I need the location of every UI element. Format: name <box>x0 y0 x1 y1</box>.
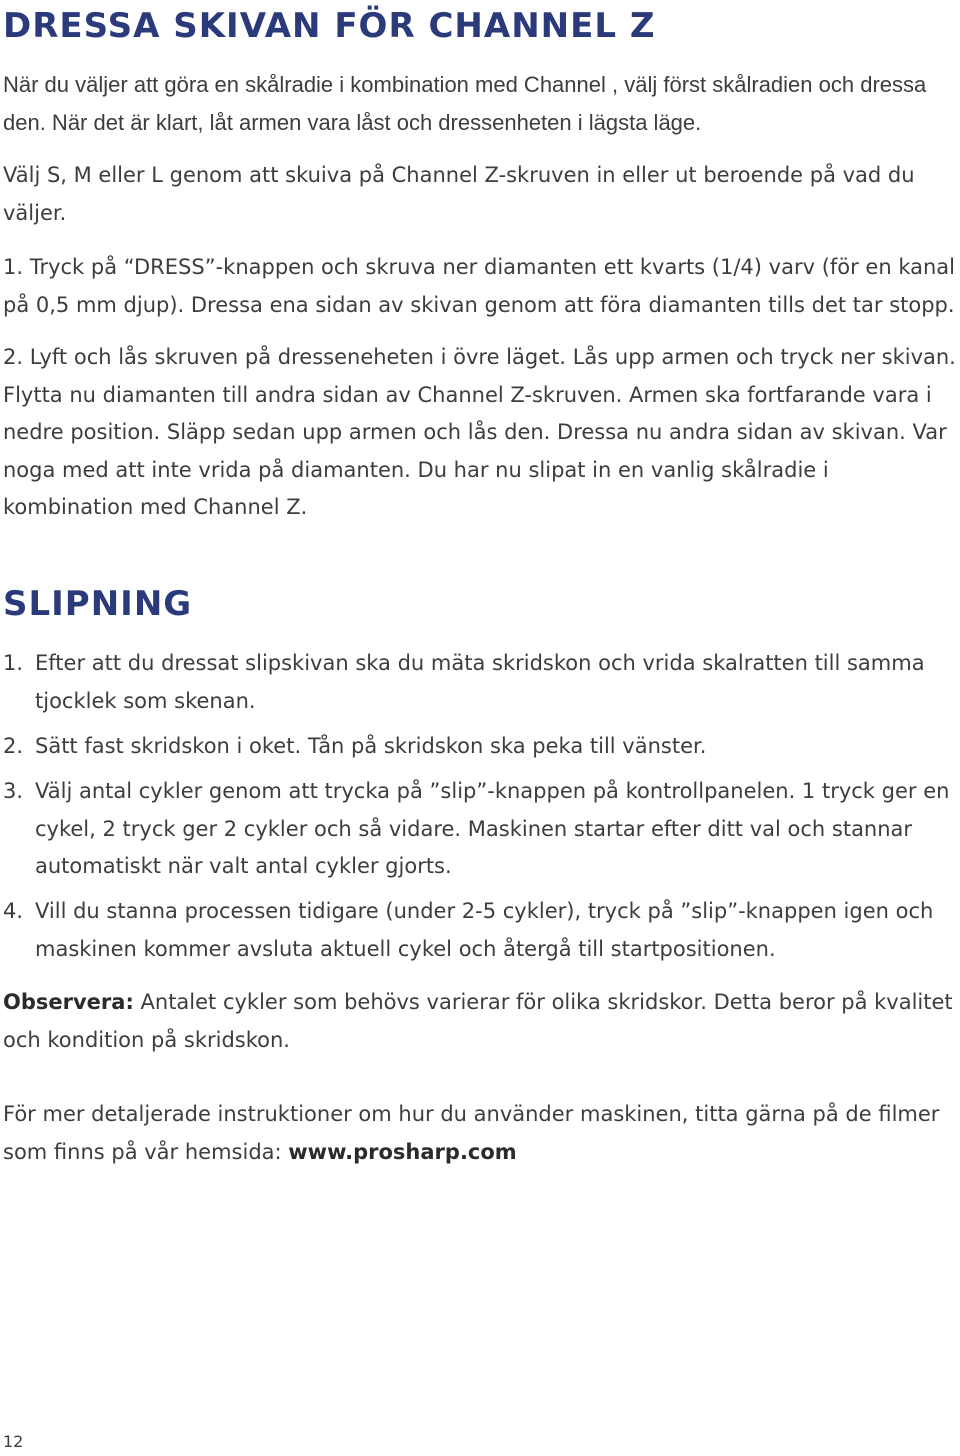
step-number: 2. <box>3 734 24 758</box>
step-number: 3. <box>3 779 24 803</box>
step-text: Vill du stanna processen tidigare (under 2-5 cykler), tryck på ”slip”-knappen igen och maskinen kommer avsluta aktuell cykel och återgå till startpositionen. <box>35 899 934 961</box>
more-info-paragraph <box>3 1096 958 1171</box>
channel-z-select-size: Välj S, M eller L genom att skuiva på Channel Z-skruven in eller ut beroende på vad du väljer. <box>3 163 915 225</box>
step-text: Sätt fast skridskon i oket. Tån på skridskon ska peka till vänster. <box>35 734 707 758</box>
channel-z-intro: När du väljer att göra en skålradie i kombination med Channel , välj först skålradien och dressa den. När det är klart, låt armen vara låst och dressenheten i lägsta läge. <box>3 72 927 135</box>
observera-label: Observera: <box>3 990 134 1014</box>
more-info-text: För mer detaljerade instruktioner om hur du använder maskinen, titta gärna på de filmer som finns på vår hemsida: <box>3 1102 940 1164</box>
section-title-slipning: SLIPNING <box>3 584 193 624</box>
slipning-step <box>3 728 958 766</box>
website-link[interactable]: www.prosharp.com <box>288 1139 517 1164</box>
slipning-step <box>3 645 958 720</box>
section-title-channel-z: DRESSA SKIVAN FÖR CHANNEL Z <box>3 6 656 46</box>
step-text: Välj antal cykler genom att trycka på ”slip”-knappen på kontrollpanelen. 1 tryck ger en cykel, 2 tryck ger 2 cykler och så vidare. Maskinen startar efter ditt val och stannar automatiskt när valt antal cykler gjorts. <box>35 779 950 878</box>
observera-text: Antalet cykler som behövs varierar för olika skridskor. Detta beror på kvalitet och kondition på skridskon. <box>3 990 953 1052</box>
page-number: 12 <box>3 1432 24 1451</box>
slipning-step <box>3 773 958 886</box>
slipning-step <box>3 893 958 968</box>
channel-z-step-2: 2. Lyft och lås skruven på dresseneheten i övre läget. Lås upp armen och tryck ner skivan. Flytta nu diamanten till andra sidan av Channel Z-skruven. Armen ska fortfarande vara i nedre position. Släpp sedan upp armen och lås den. Dressa nu andra sidan av skivan. Var noga med att inte vrida på diamanten. Du har nu slipat in en vanlig skålradie i kombination med Channel Z. <box>3 345 956 519</box>
step-text: Efter att du dressat slipskivan ska du mäta skridskon och vrida skalratten till samma tjocklek som skenan. <box>35 651 925 713</box>
step-number: 4. <box>3 899 24 923</box>
step-number: 1. <box>3 651 24 675</box>
channel-z-step-1: 1. Tryck på “DRESS”-knappen och skruva ner diamanten ett kvarts (1/4) varv (för en kanal på 0,5 mm djup). Dressa ena sidan av skivan genom att föra diamanten tills det tar stopp. <box>3 255 956 317</box>
observera-note <box>3 984 958 1059</box>
